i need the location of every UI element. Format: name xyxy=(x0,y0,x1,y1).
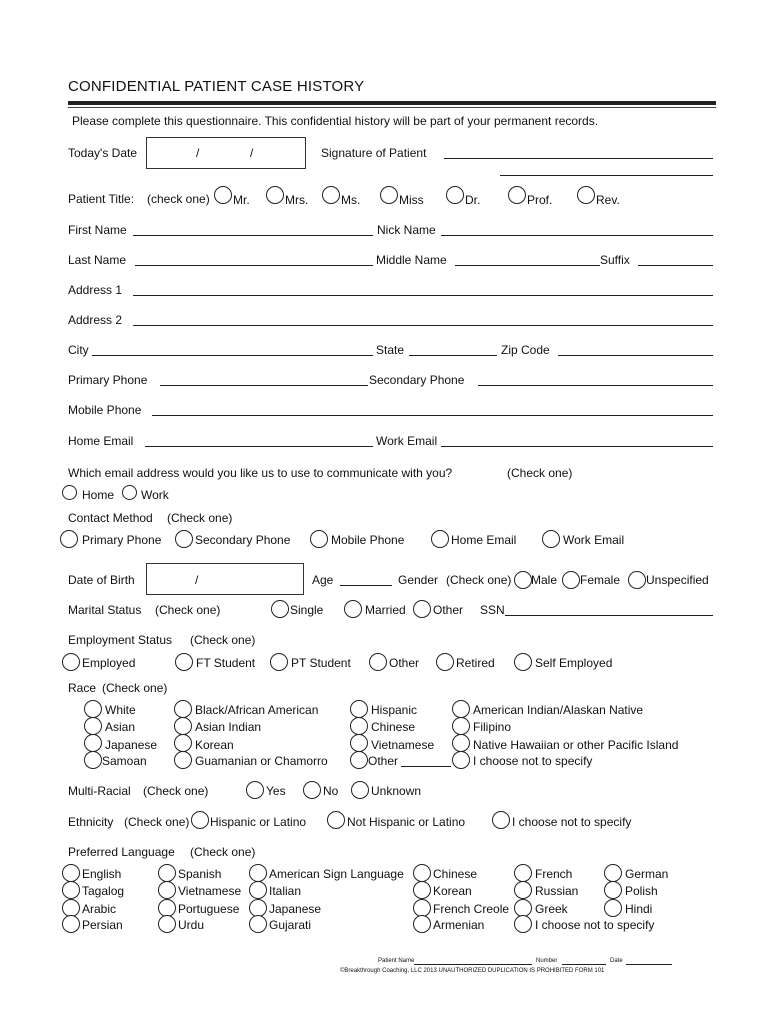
option-label: Russian xyxy=(535,884,579,898)
work-email-label: Work Email xyxy=(376,434,438,448)
option-label: Arabic xyxy=(82,902,117,916)
option-label: Ms. xyxy=(341,193,361,207)
option-label: German xyxy=(625,867,669,881)
check-one-note: (Check one) xyxy=(446,573,512,587)
home-email-label: Home Email xyxy=(68,434,134,448)
radio-english[interactable] xyxy=(62,864,80,882)
option-label: Secondary Phone xyxy=(195,533,291,547)
radio-gujarati[interactable] xyxy=(249,915,267,933)
option-label: Samoan xyxy=(102,754,147,768)
city-field[interactable] xyxy=(92,355,373,356)
radio-tagalog[interactable] xyxy=(62,881,80,899)
radio-unknown[interactable] xyxy=(351,781,369,799)
option-label: Filipino xyxy=(473,720,512,734)
radio-japanese[interactable] xyxy=(84,734,102,752)
option-label: Japanese xyxy=(269,902,322,916)
option-label: American Sign Language xyxy=(269,867,404,881)
footer-copyright: ©Breakthrough Coaching, LLC 2013 UNAUTHORIZED DUPLICATION IS PROHIBITED FORM 101 xyxy=(340,968,605,974)
radio-polish[interactable] xyxy=(604,881,622,899)
radio-primary-phone[interactable] xyxy=(60,530,78,548)
option-label: Korean xyxy=(195,738,234,752)
radio-prof[interactable] xyxy=(508,186,526,204)
radio-female[interactable] xyxy=(562,571,580,589)
radio-miss[interactable] xyxy=(380,186,398,204)
race-label: Race xyxy=(68,681,97,695)
option-label: Work Email xyxy=(563,533,625,547)
option-label: Black/African American xyxy=(195,703,319,717)
option-label: White xyxy=(105,703,136,717)
option-label: Male xyxy=(531,573,558,587)
radio-retired[interactable] xyxy=(436,653,454,671)
option-label: Greek xyxy=(535,902,568,916)
footer-number-field[interactable] xyxy=(562,964,606,965)
mobile-phone-field[interactable] xyxy=(152,415,713,416)
option-label: I choose not to specify xyxy=(512,815,632,829)
title-rule xyxy=(68,101,716,105)
age-field[interactable] xyxy=(340,585,392,586)
radio-yes[interactable] xyxy=(246,781,264,799)
option-label: PT Student xyxy=(291,656,351,670)
employment-label: Employment Status xyxy=(68,633,173,647)
language-label: Preferred Language xyxy=(68,845,175,859)
home-email-field[interactable] xyxy=(145,446,373,447)
option-label: Work xyxy=(141,488,169,502)
radio-ms[interactable] xyxy=(322,186,340,204)
option-label: Persian xyxy=(82,918,123,932)
radio-married[interactable] xyxy=(344,600,362,618)
work-email-field[interactable] xyxy=(441,446,713,447)
zip-field[interactable] xyxy=(558,355,713,356)
option-label: Mobile Phone xyxy=(331,533,405,547)
radio-ethnicity-no-specify[interactable] xyxy=(492,811,510,829)
signature-line-2[interactable] xyxy=(500,175,713,176)
radio-german[interactable] xyxy=(604,864,622,882)
option-label: Chinese xyxy=(371,720,416,734)
check-one-note: (Check one) xyxy=(143,784,209,798)
radio-armenian[interactable] xyxy=(413,915,431,933)
option-label: I choose not to specify xyxy=(535,918,655,932)
radio-self-employed[interactable] xyxy=(514,653,532,671)
city-label: City xyxy=(68,343,89,357)
radio-dr[interactable] xyxy=(446,186,464,204)
check-one-note: (Check one) xyxy=(167,511,233,525)
date-slash: / xyxy=(250,146,254,160)
state-field[interactable] xyxy=(409,355,497,356)
mobile-phone-label: Mobile Phone xyxy=(68,403,142,417)
intro-text: Please complete this questionnaire. This confidential history will be part of your permanent records. xyxy=(72,114,599,128)
option-label: Retired xyxy=(456,656,495,670)
option-label: Yes xyxy=(266,784,286,798)
radio-ft-student[interactable] xyxy=(175,653,193,671)
date-slash: / xyxy=(196,146,200,160)
footer-patient-name-label: Patient Name xyxy=(378,958,415,964)
option-label: Hindi xyxy=(625,902,653,916)
radio-hispanic[interactable] xyxy=(350,700,368,718)
option-label: Native Hawaiian or other Pacific Island xyxy=(473,738,679,752)
primary-phone-field[interactable] xyxy=(160,385,368,386)
middle-name-label: Middle Name xyxy=(376,253,447,267)
option-label: Vietnamese xyxy=(178,884,242,898)
option-label: No xyxy=(323,784,339,798)
radio-home-email[interactable] xyxy=(431,530,449,548)
option-label: French Creole xyxy=(433,902,510,916)
radio-korean-lang[interactable] xyxy=(413,881,431,899)
email-pref-question: Which email address would you like us to use to communicate with you? xyxy=(68,466,453,480)
option-label: Mr. xyxy=(233,193,250,207)
option-label: French xyxy=(535,867,573,881)
option-label: Prof. xyxy=(527,193,553,207)
option-label: Tagalog xyxy=(82,884,125,898)
multiracial-label: Multi-Racial xyxy=(68,784,131,798)
other-race-field[interactable] xyxy=(401,766,451,767)
radio-other-race[interactable] xyxy=(350,751,368,769)
age-label: Age xyxy=(312,573,334,587)
page-title: CONFIDENTIAL PATIENT CASE HISTORY xyxy=(68,78,365,95)
radio-hindi[interactable] xyxy=(604,899,622,917)
option-label: Rev. xyxy=(596,193,620,207)
radio-unspecified[interactable] xyxy=(628,571,646,589)
radio-hispanic-latino[interactable] xyxy=(191,811,209,829)
radio-pt-student[interactable] xyxy=(270,653,288,671)
option-label: Chinese xyxy=(433,867,478,881)
option-label: Married xyxy=(365,603,406,617)
option-label: Asian Indian xyxy=(195,720,262,734)
option-label: Female xyxy=(580,573,621,587)
radio-guamanian[interactable] xyxy=(174,751,192,769)
radio-mrs[interactable] xyxy=(266,186,284,204)
option-label: FT Student xyxy=(196,656,256,670)
radio-white[interactable] xyxy=(84,700,102,718)
option-label: Portuguese xyxy=(178,902,240,916)
radio-no[interactable] xyxy=(303,781,321,799)
check-one-note: (Check one) xyxy=(190,633,256,647)
option-label: Employed xyxy=(82,656,136,670)
option-label: Self Employed xyxy=(535,656,613,670)
option-label: Not Hispanic or Latino xyxy=(347,815,466,829)
check-one-note: (Check one) xyxy=(507,466,573,480)
patient-title-label: Patient Title: xyxy=(68,192,135,206)
radio-korean[interactable] xyxy=(174,734,192,752)
suffix-label: Suffix xyxy=(600,253,630,267)
radio-rev[interactable] xyxy=(577,186,595,204)
radio-home[interactable] xyxy=(62,485,77,500)
dob-field[interactable] xyxy=(146,563,304,595)
radio-secondary-phone[interactable] xyxy=(175,530,193,548)
option-label: Gujarati xyxy=(269,918,312,932)
radio-other[interactable] xyxy=(413,600,431,618)
radio-native-hawaiian[interactable] xyxy=(452,734,470,752)
radio-male[interactable] xyxy=(514,571,532,589)
radio-language-no-specify[interactable] xyxy=(514,915,532,933)
option-label: Urdu xyxy=(178,918,205,932)
radio-urdu[interactable] xyxy=(158,915,176,933)
ssn-field[interactable] xyxy=(505,615,713,616)
radio-vietnamese-lang[interactable] xyxy=(158,881,176,899)
option-label: Italian xyxy=(269,884,302,898)
todays-date-label: Today's Date xyxy=(68,146,137,160)
title-rule-thin xyxy=(68,107,716,108)
zip-label: Zip Code xyxy=(501,343,550,357)
radio-asl[interactable] xyxy=(249,864,267,882)
radio-filipino[interactable] xyxy=(452,717,470,735)
first-name-label: First Name xyxy=(68,223,127,237)
last-name-label: Last Name xyxy=(68,253,127,267)
option-label: American Indian/Alaskan Native xyxy=(473,703,644,717)
gender-label: Gender xyxy=(398,573,439,587)
state-label: State xyxy=(376,343,405,357)
radio-mr[interactable] xyxy=(214,186,232,204)
option-label: Spanish xyxy=(178,867,222,881)
radio-vietnamese[interactable] xyxy=(350,734,368,752)
option-label: Armenian xyxy=(433,918,485,932)
middle-name-field[interactable] xyxy=(455,265,600,266)
option-label: I choose not to specify xyxy=(473,754,593,768)
option-label: Miss xyxy=(399,193,424,207)
check-one-note: (Check one) xyxy=(155,603,221,617)
option-label: Home xyxy=(82,488,115,502)
secondary-phone-label: Secondary Phone xyxy=(369,373,465,387)
ssn-label: SSN xyxy=(480,603,505,617)
option-label: Hispanic xyxy=(371,703,418,717)
address1-label: Address 1 xyxy=(68,283,123,297)
check-one-note: (Check one) xyxy=(102,681,168,695)
option-label: Mrs. xyxy=(285,193,309,207)
radio-russian[interactable] xyxy=(514,881,532,899)
option-label: Vietnamese xyxy=(371,738,435,752)
signature-label: Signature of Patient xyxy=(321,146,427,160)
signature-line[interactable] xyxy=(444,158,713,159)
nick-name-label: Nick Name xyxy=(377,223,436,237)
dob-slash: / xyxy=(195,573,199,587)
option-label: Guamanian or Chamorro xyxy=(195,754,328,768)
option-label: Korean xyxy=(433,884,472,898)
option-label: Polish xyxy=(625,884,658,898)
radio-other[interactable] xyxy=(369,653,387,671)
radio-spanish[interactable] xyxy=(158,864,176,882)
last-name-field[interactable] xyxy=(135,265,373,266)
option-label: Japanese xyxy=(105,738,158,752)
radio-italian[interactable] xyxy=(249,881,267,899)
primary-phone-label: Primary Phone xyxy=(68,373,148,387)
footer-date-field[interactable] xyxy=(626,964,672,965)
todays-date-field[interactable] xyxy=(146,137,306,169)
radio-mobile-phone[interactable] xyxy=(310,530,328,548)
first-name-field[interactable] xyxy=(133,235,373,236)
radio-asian-indian[interactable] xyxy=(174,717,192,735)
option-label: Home Email xyxy=(451,533,517,547)
radio-single[interactable] xyxy=(271,600,289,618)
option-label: Unspecified xyxy=(646,573,709,587)
footer-number-label: Number xyxy=(536,958,558,964)
radio-employed[interactable] xyxy=(62,653,80,671)
secondary-phone-field[interactable] xyxy=(478,385,713,386)
marital-label: Marital Status xyxy=(68,603,142,617)
option-label: Other xyxy=(433,603,464,617)
footer-patient-name-field[interactable] xyxy=(414,964,532,965)
radio-work-email[interactable] xyxy=(542,530,560,548)
address1-field[interactable] xyxy=(133,295,713,296)
option-label: Dr. xyxy=(465,193,481,207)
radio-work[interactable] xyxy=(122,485,137,500)
footer-date-label: Date xyxy=(610,958,623,964)
option-label: Single xyxy=(290,603,324,617)
suffix-field[interactable] xyxy=(638,265,713,266)
radio-not-hispanic[interactable] xyxy=(327,811,345,829)
radio-american-indian[interactable] xyxy=(452,700,470,718)
option-label: Primary Phone xyxy=(82,533,162,547)
check-one-note: (Check one) xyxy=(124,815,190,829)
option-label: Other xyxy=(368,754,399,768)
option-label: Asian xyxy=(105,720,136,734)
option-label: English xyxy=(82,867,122,881)
radio-chinese-lang[interactable] xyxy=(413,864,431,882)
ethnicity-label: Ethnicity xyxy=(68,815,114,829)
address2-label: Address 2 xyxy=(68,313,123,327)
radio-persian[interactable] xyxy=(62,915,80,933)
radio-french[interactable] xyxy=(514,864,532,882)
dob-label: Date of Birth xyxy=(68,573,135,587)
radio-asian[interactable] xyxy=(84,717,102,735)
check-one-note: (check one) xyxy=(147,192,210,206)
option-label: Unknown xyxy=(371,784,422,798)
option-label: Hispanic or Latino xyxy=(210,815,307,829)
nick-name-field[interactable] xyxy=(441,235,713,236)
radio-samoan[interactable] xyxy=(84,751,102,769)
radio-chinese[interactable] xyxy=(350,717,368,735)
address2-field[interactable] xyxy=(133,325,713,326)
radio-black[interactable] xyxy=(174,700,192,718)
check-one-note: (Check one) xyxy=(190,845,256,859)
option-label: Other xyxy=(389,656,420,670)
radio-race-no-specify[interactable] xyxy=(452,751,470,769)
contact-method-label: Contact Method xyxy=(68,511,153,525)
